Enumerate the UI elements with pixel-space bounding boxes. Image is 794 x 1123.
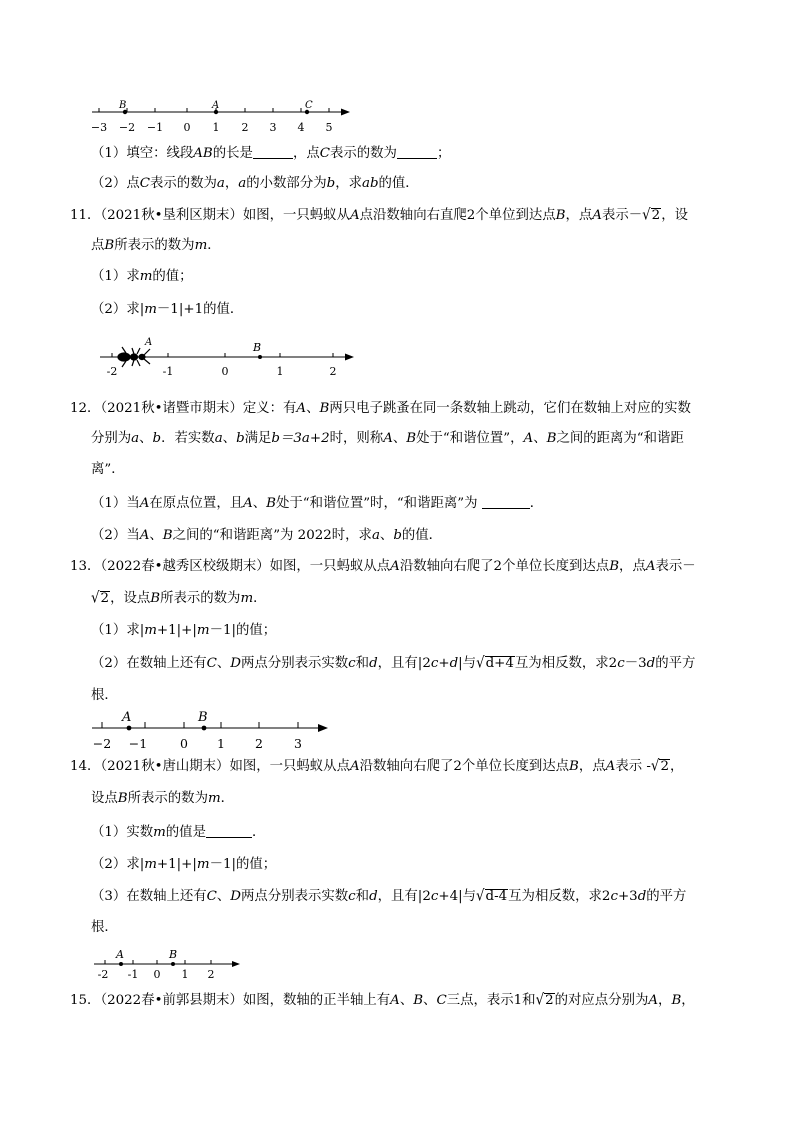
tick-label: 2 xyxy=(329,365,337,378)
answer-blank[interactable] xyxy=(482,494,530,509)
tick-label: 2 xyxy=(255,736,263,751)
p11-stem-line-1: 11．（2021秋•垦利区期末）如图，一只蚂蚁从A点沿数轴向右直爬2个单位到达点B，点A表示－√2，设 xyxy=(70,206,688,225)
tick-label: 3 xyxy=(269,121,277,134)
tick-label: 0 xyxy=(183,121,191,134)
tick-label: -1 xyxy=(162,365,174,378)
tick-label: 1 xyxy=(217,736,225,751)
p10-question-1: （1）填空：线段AB的长是 ，点C表示的数为 ； xyxy=(91,146,451,161)
p14-stem-line-2: 设点B所表示的数为m． xyxy=(91,791,235,806)
number-line-1 xyxy=(88,96,352,138)
tick-label: 1 xyxy=(181,968,189,981)
ant-icon xyxy=(118,347,150,367)
tick-label: 0 xyxy=(180,736,188,751)
number-line-p11 xyxy=(96,336,358,378)
tick-label: 0 xyxy=(221,365,229,378)
tick-label: −1 xyxy=(146,121,164,134)
number-line-p14 xyxy=(90,943,244,981)
tick-label: −3 xyxy=(90,121,108,134)
answer-blank[interactable] xyxy=(397,144,437,159)
p12-question-1: （1）当A在原点位置，且A、B处于“和谐位置”时，“和谐距离”为 ． xyxy=(91,496,544,511)
tick-label: −1 xyxy=(128,736,148,751)
p11-question-2: （2）求|m－1|+1的值． xyxy=(91,302,244,317)
p13-question-2: （2）在数轴上还有C、D两点分别表示实数c和d，且有|2c+d|与√d+4互为相反数，求2c－3d的平方 xyxy=(91,654,696,673)
point-label-b: B xyxy=(253,341,262,354)
tick-label: 3 xyxy=(294,736,302,751)
p14-question-3-line-2: 根． xyxy=(91,920,118,935)
tick-label: 0 xyxy=(153,968,161,981)
tick-label: 1 xyxy=(276,365,284,378)
answer-blank[interactable] xyxy=(206,823,252,838)
tick-label: 2 xyxy=(241,121,249,134)
p14-question-2: （2）求|m+1|+|m－1|的值； xyxy=(91,857,277,872)
p14-question-3: （3）在数轴上还有C、D两点分别表示实数c和d，且有|2c+4|与√d-4互为相反数，求2c+3d的平方 xyxy=(91,887,687,906)
p13-stem-line-1: 13．（2022春•越秀区校级期末）如图，一只蚂蚁从点A沿数轴向右爬了2个单位长度到达点B，点A表示－ xyxy=(70,559,696,574)
p15-stem-line-1: 15．（2022春•前郭县期末）如图，数轴的正半轴上有A、B、C三点，表示1和√2的对应点分别为A，B， xyxy=(70,991,695,1010)
tick-label: 2 xyxy=(207,968,215,981)
p12-question-2: （2）当A、B之间的“和谐距离”为 2022时，求a、b的值． xyxy=(91,528,443,543)
p12-stem-line-3: 离”． xyxy=(91,462,125,477)
p14-stem-line-1: 14．（2021秋•唐山期末）如图，一只蚂蚁从点A沿数轴向右爬了2个单位长度到达点B，点A表示 -√2， xyxy=(70,757,684,776)
tick-label: −2 xyxy=(118,121,136,134)
p13-stem-line-2: √2，设点B所表示的数为m． xyxy=(91,589,267,608)
number-line-p13 xyxy=(88,707,332,753)
p12-stem-line-2: 分别为a、b．若实数a、b满足b＝3a+2时，则称A、B处于“和谐位置”，A、B之间的距离为“和谐距 xyxy=(91,431,684,446)
point-label-a: A xyxy=(116,948,124,961)
tick-label: 4 xyxy=(297,121,305,134)
point-label-b: B xyxy=(169,948,178,961)
point-label-a: A xyxy=(212,100,220,111)
point-label-c: C xyxy=(305,100,313,111)
tick-label: 1 xyxy=(212,121,220,134)
tick-label: -1 xyxy=(127,968,139,981)
p13-question-1: （1）求|m+1|+|m－1|的值； xyxy=(91,623,277,638)
p14-question-1: （1）实数m的值是 ． xyxy=(91,825,266,840)
point-label-a: A xyxy=(145,337,153,348)
tick-label: -2 xyxy=(106,365,118,378)
tick-label: 5 xyxy=(325,121,333,134)
p12-stem-line-1: 12．（2021秋•诸暨市期末）定义：有A、B两只电子跳蚤在同一条数轴上跳动，它们在数轴上对应的实数 xyxy=(70,401,691,416)
p11-question-1: （1）求m的值； xyxy=(91,269,193,284)
tick-label: −2 xyxy=(92,736,112,751)
point-label-b: B xyxy=(198,710,208,725)
point-label-b: B xyxy=(119,100,127,111)
p10-question-2: （2）点C表示的数为a，a的小数部分为b，求ab的值． xyxy=(91,176,419,191)
answer-blank[interactable] xyxy=(253,144,293,159)
point-label-a: A xyxy=(122,710,132,725)
p13-question-2-line-2: 根． xyxy=(91,688,118,703)
tick-label: -2 xyxy=(97,968,109,981)
p11-stem-line-2: 点B所表示的数为m． xyxy=(91,238,221,253)
